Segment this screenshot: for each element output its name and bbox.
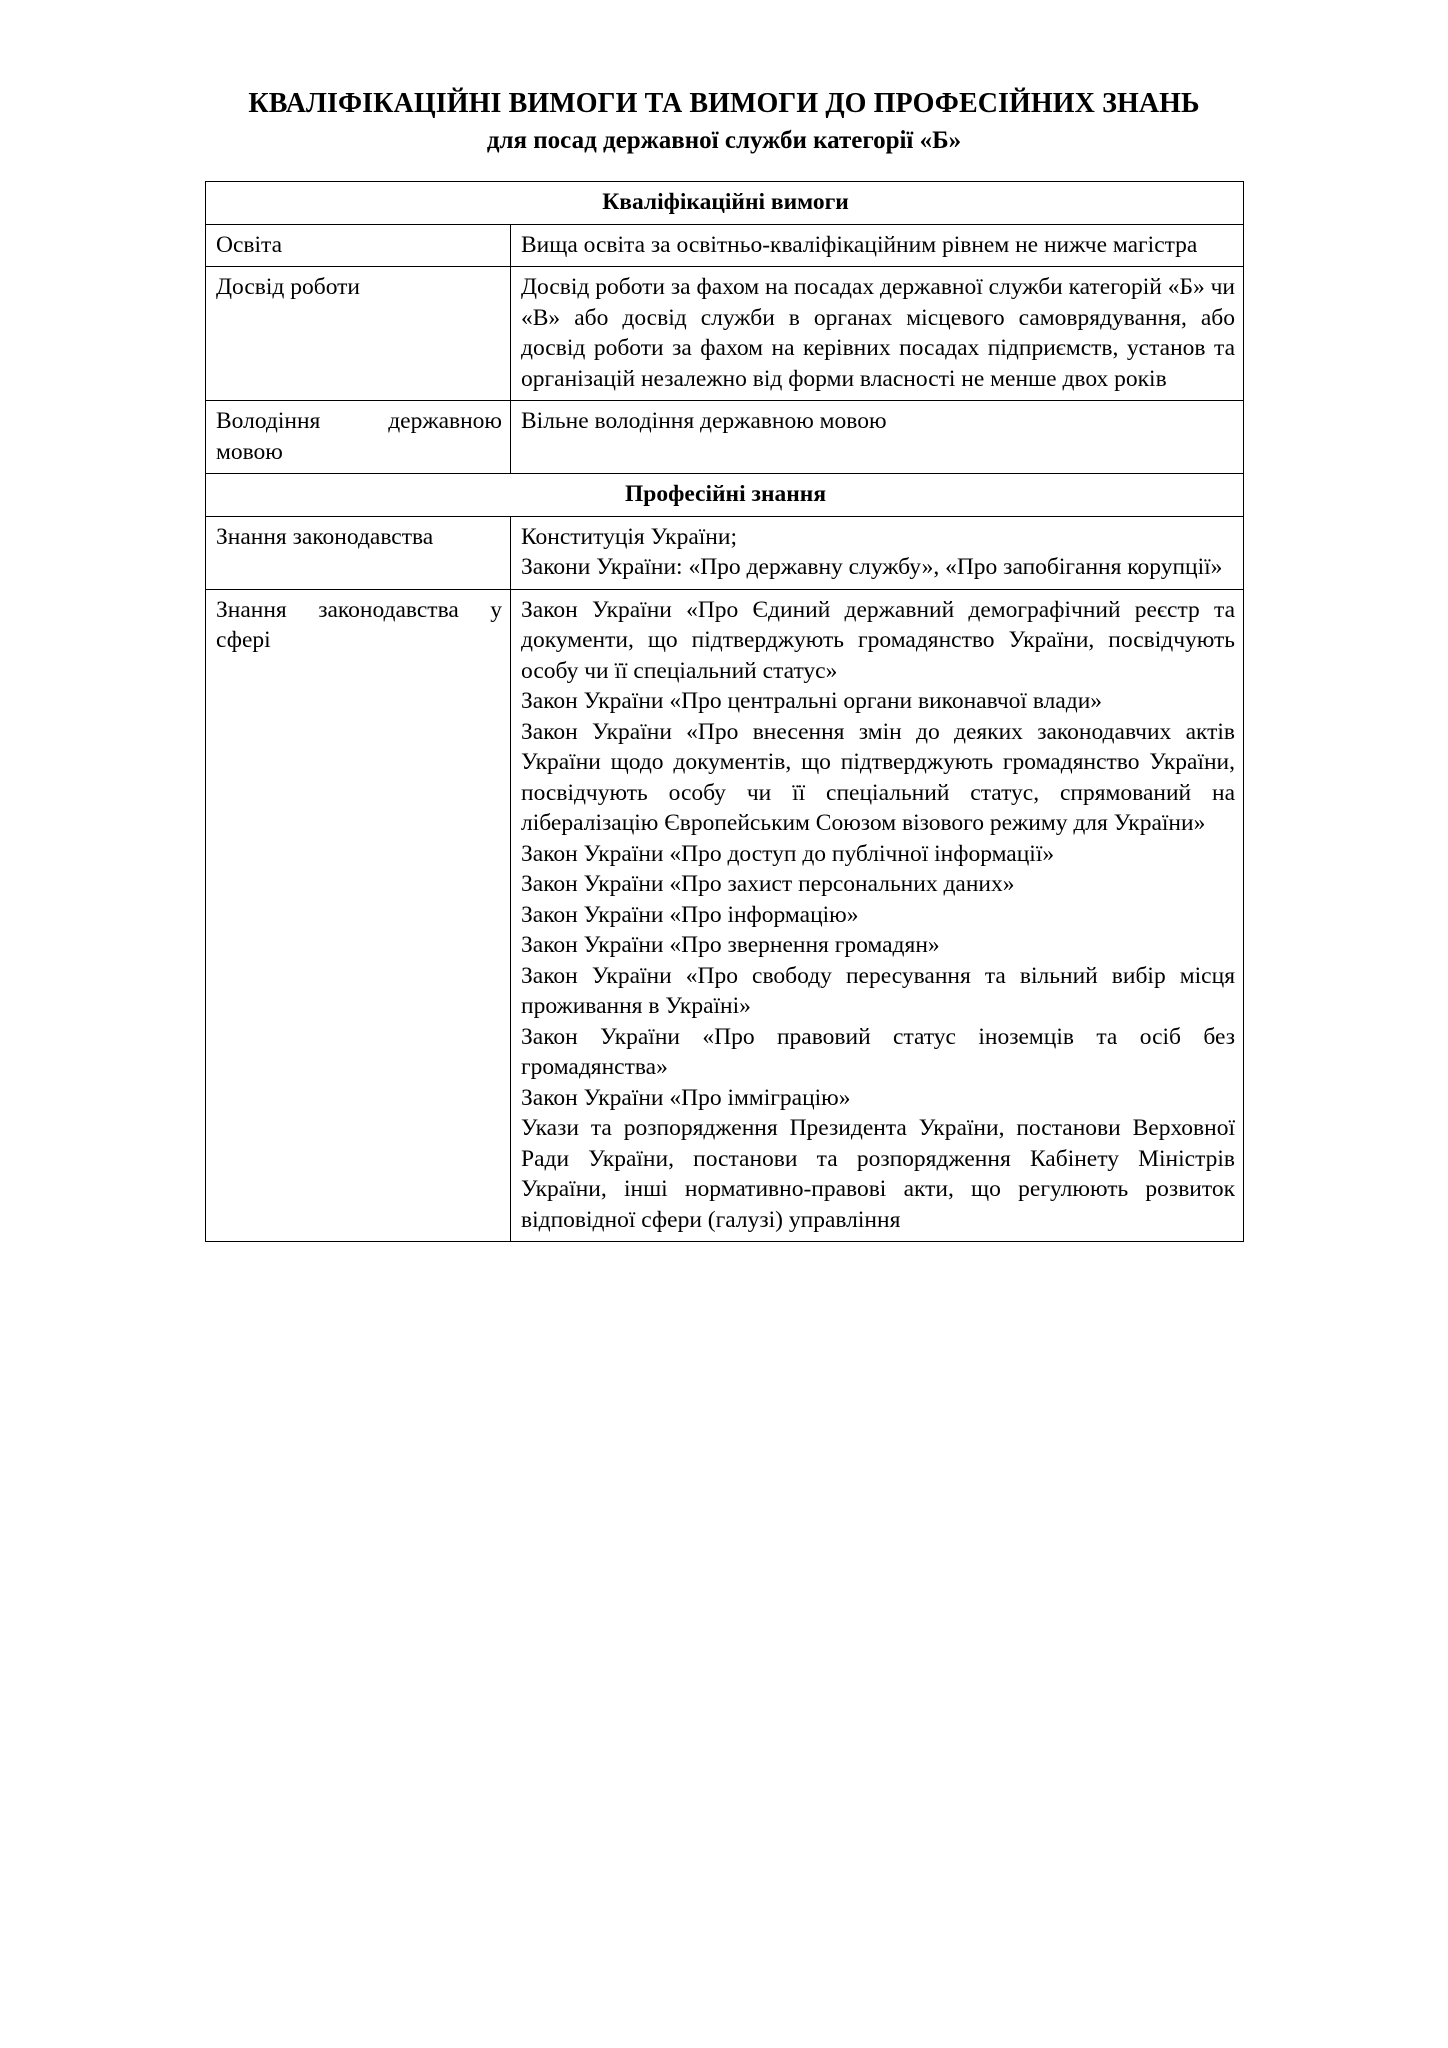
row-value-education: Вища освіта за освітньо-кваліфікаційним рівнем не нижче магістра	[511, 224, 1244, 267]
row-label-state-language: Володіння державною мовою	[206, 401, 511, 474]
law-item: Закон України «Про захист персональних даних»	[521, 871, 1015, 897]
legislation-line: Закони України: «Про державну службу», «Про запобігання корупції»	[521, 554, 1223, 580]
page-title: КВАЛІФІКАЦІЙНІ ВИМОГИ ТА ВИМОГИ ДО ПРОФЕСІЙНИХ ЗНАНЬ	[248, 88, 1200, 119]
row-label-legislation-knowledge: Знання законодавства	[206, 516, 511, 589]
law-item: Закон України «Про Єдиний державний демографічний реєстр та документи, що підтверджують громадянство України, посвідчують особу чи її спеціальний статус»	[521, 596, 1236, 684]
law-item: Закон України «Про звернення громадян»	[521, 932, 940, 958]
law-item: Закон України «Про центральні органи виконавчої влади»	[521, 688, 1103, 714]
row-label-education: Освіта	[206, 224, 511, 267]
row-label-legislation-in-field: Знання законодавства у сфері	[206, 589, 511, 1242]
table-row	[206, 224, 1244, 267]
table-section-header-row	[206, 182, 1244, 225]
law-item: Закон України «Про імміграцію»	[521, 1084, 851, 1111]
table-row	[206, 589, 1244, 1242]
law-item: Закон України «Про доступ до публічної інформації»	[521, 840, 1055, 867]
row-value-work-experience: Досвід роботи за фахом на посадах державної служби категорій «Б» чи «В» або досвід служби в органах місцевого самоврядування, або досвід роботи за фахом на керівних посадах підприємств, установ та організацій незалежно від форми власності не менше двох років	[511, 267, 1244, 401]
law-item: Закон України «Про інформацію»	[521, 901, 859, 928]
legislation-line: Конституція України;	[521, 523, 737, 550]
row-label-work-experience: Досвід роботи	[206, 267, 511, 401]
section-header-qualification-requirements: Кваліфікаційні вимоги	[206, 182, 1244, 225]
row-value-state-language: Вільне володіння державною мовою	[511, 401, 1244, 474]
row-value-legislation-in-field	[511, 589, 1244, 1242]
law-item: Укази та розпорядження Президента України, постанови Верховної Ради України, постанови та розпорядження Кабінету Міністрів України, інші нормативно-правові акти, що регулюють розвиток відповідної сфери (галузі) управління	[521, 1115, 1236, 1233]
law-item: Закон України «Про правовий статус іноземців та осіб без громадянства»	[521, 1023, 1236, 1080]
section-header-professional-knowledge: Професійні знання	[206, 474, 1244, 517]
requirements-table	[205, 181, 1244, 1242]
row-value-legislation-knowledge	[511, 516, 1244, 589]
table-section-header-row	[206, 474, 1244, 517]
table-row	[206, 401, 1244, 474]
law-item: Закон України «Про внесення змін до деяких законодавчих актів України щодо документів, що підтверджують громадянство України, посвідчують особу чи її спеціальний статус, спрямований на лібералізацію Європейським Союзом візового режиму для України»	[521, 718, 1236, 836]
table-row	[206, 267, 1244, 401]
table-row	[206, 516, 1244, 589]
page-subtitle: для посад державної служби категорії «Б»	[486, 127, 962, 154]
law-item: Закон України «Про свободу пересування та вільний вибір місця проживання в Україні»	[521, 962, 1236, 1019]
